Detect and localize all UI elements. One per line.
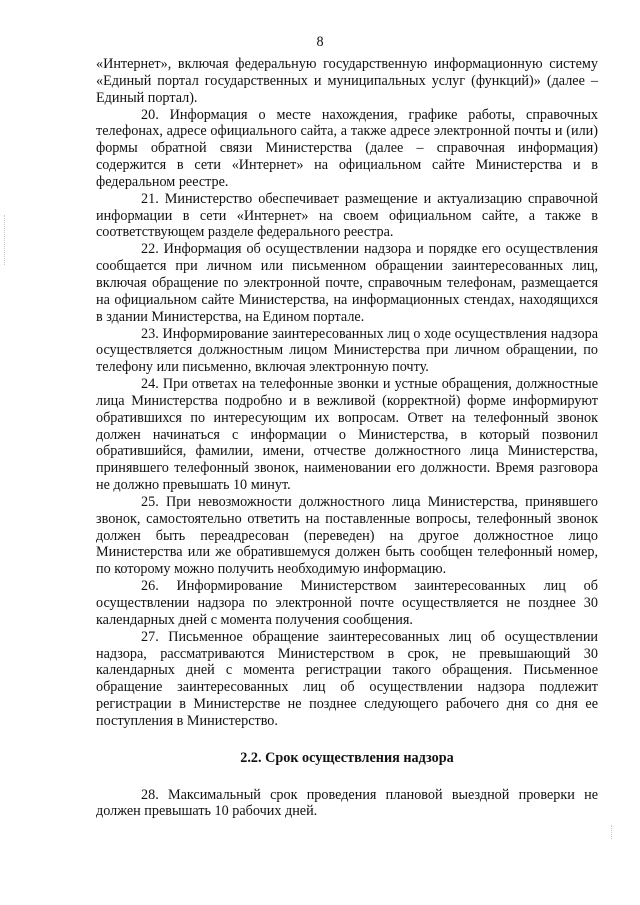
page-number: 8 [316, 34, 324, 50]
document-body [96, 56, 598, 820]
paragraph-21: 21. Министерство обеспечивает размещение и актуализацию справочной информации в сети «Интернет» на своем официальном сайте, а также в соответствующем разделе федерального реестра. [96, 190, 598, 241]
scan-margin-mark [611, 825, 613, 839]
paragraph-28: 28. Максимальный срок проведения плановой выездной проверки не должен превышать 10 рабочих дней. [96, 786, 598, 820]
paragraph-20: 20. Информация о месте нахождения, графике работы, справочных телефонах, адресе официального сайта, а также адресе электронной почты и (или) формы обратной связи Министерства (далее – справочная информация) содержится в сети «Интернет» на официальном сайте Министерства и в федеральном реестре. [96, 106, 598, 190]
section-heading: 2.2. Срок осуществления надзора [240, 749, 454, 766]
paragraph-continuation: «Интернет», включая федеральную государственную информационную систему «Единый портал государственных и муниципальных услуг (функций)» (далее – Единый портал). [96, 56, 598, 106]
paragraph-22: 22. Информация об осуществлении надзора и порядке его осуществления сообщается при личном или письменном обращении заинтересованных лиц, включая обращение по электронной почте, справочным телефонам, размещается на официальном сайте Министерства, на информационных стендах, находящихся в здании Министерства, на Едином портале. [96, 241, 598, 325]
scan-margin-mark [4, 215, 6, 265]
paragraph-26: 26. Информирование Министерством заинтересованных лиц об осуществлении надзора по электронной почте осуществляется не позднее 30 календарных дней с момента получения сообщения. [96, 578, 598, 628]
paragraph-27: 27. Письменное обращение заинтересованных лиц об осуществлении надзора, рассматриваются Министерством в срок, не превышающий 30 календарных дней с момента регистрации такого обращения. Письменное обращение заинтересованных лиц об осуществлении надзора подлежит регистрации в Министерстве не позднее следующего рабочего дня со дня ее поступления в Министерство. [96, 628, 598, 729]
paragraph-25: 25. При невозможности должностного лица Министерства, принявшего звонок, самостоятельно ответить на поставленные вопросы, телефонный звонок должен быть переадресован (переведен) на другое должностное лицо Министерства или же обратившемуся должен быть сообщен телефонный номер, по которому можно получить необходимую информацию. [96, 493, 598, 578]
paragraph-24: 24. При ответах на телефонные звонки и устные обращения, должностные лица Министерства подробно и в вежливой (корректной) форме информируют обратившихся по интересующим их вопросам. Ответ на телефонный звонок должен начинаться с информации о Министерства, в который позвонил обратившийся, фамилии, имени, отчестве должностного лица Министерства, принявшего телефонный звонок, наименовании его должности. Время разговора не должно превышать 10 минут. [96, 376, 598, 494]
paragraph-23: 23. Информирование заинтересованных лиц о ходе осуществления надзора осуществляется должностным лицом Министерства при личном обращении, по телефону или письменно, включая электронную почту. [96, 325, 598, 376]
